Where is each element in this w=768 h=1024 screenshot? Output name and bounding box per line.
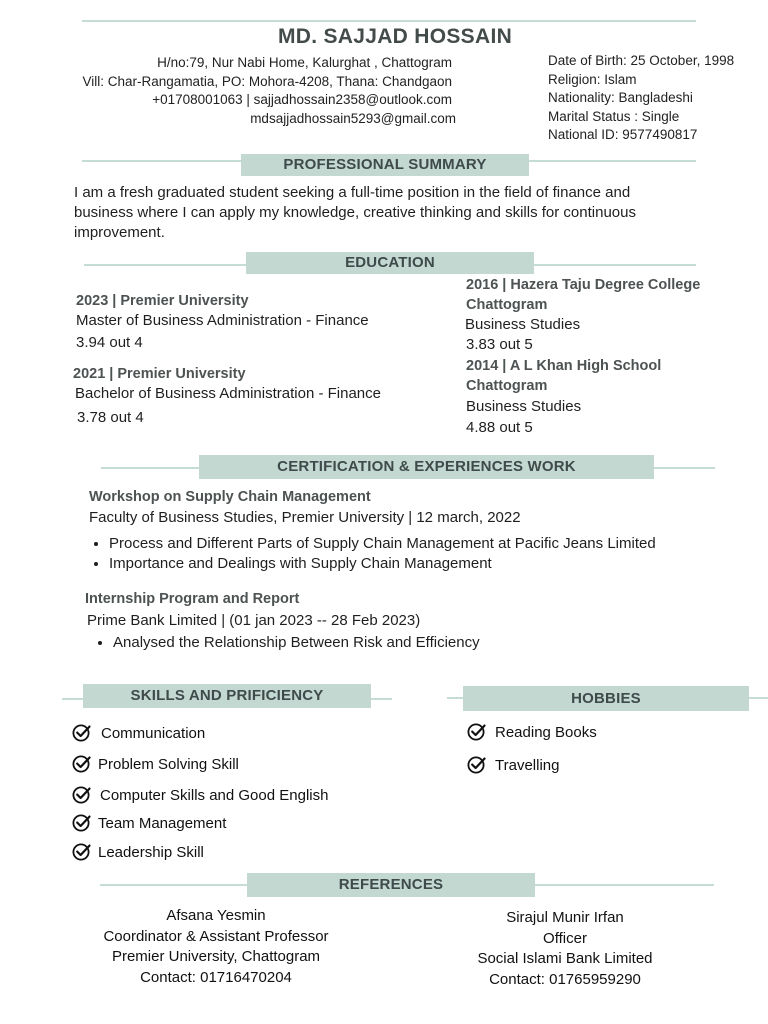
address-block [82, 54, 456, 128]
date-of-birth: Date of Birth: 25 October, 1998 [548, 53, 735, 68]
skill-item [72, 842, 204, 862]
marital-status: Marital Status : Single [548, 108, 680, 124]
email-line: mdsajjadhossain5293@gmail.com [250, 110, 456, 126]
education-heading: 2014 | A L Khan High School Chattogram [466, 358, 662, 394]
education-result: 3.94 out 4 [76, 334, 143, 351]
education-program: Bachelor of Business Administration - Finance [75, 385, 381, 402]
skill-label: Leadership Skill [98, 843, 204, 861]
nationality: Nationality: Bangladeshi [548, 90, 693, 105]
address-line: Vill: Char-Rangamatia, PO: Mohora-4208, Thana: Chandgaon [82, 73, 452, 89]
hobby-label: Reading Books [495, 723, 597, 741]
skill-label: Computer Skills and Good English [100, 786, 329, 804]
skill-label: Team Management [98, 814, 227, 832]
skill-item [72, 785, 328, 805]
reference-title: Officer [543, 929, 587, 947]
reference-org: Premier University, Chattogram [111, 948, 321, 965]
circle-check-icon [72, 813, 92, 833]
education-result: 4.88 out 5 [466, 419, 533, 436]
section-heading-references: REFERENCES [247, 873, 535, 897]
education-heading: 2021 | Premier University [73, 366, 246, 382]
reference-org: Social Islami Bank Limited [477, 950, 653, 967]
education-result: 3.83 out 5 [466, 336, 533, 353]
education-left-2 [73, 364, 433, 428]
circle-check-icon [72, 754, 92, 774]
certification-heading: Workshop on Supply Chain Management [89, 489, 371, 505]
hobby-label: Travelling [495, 756, 560, 774]
skill-item [72, 754, 239, 774]
section-heading-hobbies: HOBBIES [463, 686, 749, 711]
address-line: H/no:79, Nur Nabi Home, Kalurghat , Chattogram [157, 55, 452, 70]
reference-contact: Contact: 01765959290 [489, 970, 641, 988]
skill-label: Communication [101, 724, 206, 742]
circle-check-icon [72, 723, 92, 743]
reference-contact: Contact: 01716470204 [140, 968, 292, 986]
hobby-item [467, 722, 597, 742]
top-rule [82, 20, 696, 22]
bullet-item: • Analysed the Relationship Between Risk and Efficiency [113, 633, 745, 653]
certification-detail: Prime Bank Limited | (01 jan 2023 -- 28 Feb 2023) [87, 612, 421, 629]
reference-name: Afsana Yesmin [166, 907, 266, 924]
education-program: Master of Business Administration - Finance [76, 312, 369, 329]
candidate-name: MD. SAJJAD HOSSAIN [277, 25, 513, 48]
education-program: Business Studies [466, 398, 582, 415]
summary-text: I am a fresh graduated student seeking a full-time position in the field of finance and business where I can apply my knowledge, creative thinking and skills for continuous improvement. [74, 184, 636, 241]
section-heading-skills: SKILLS AND PRIFICIENCY [83, 684, 371, 708]
bullet-item: • Process and Different Parts of Supply Chain Management at Pacific Jeans Limited [109, 534, 749, 554]
reference-name: Sirajul Munir Irfan [506, 909, 624, 926]
skill-label: Problem Solving Skill [98, 755, 239, 773]
certification-heading: Internship Program and Report [85, 591, 300, 607]
contact-line: +01708001063 | sajjadhossain2358@outlook.com [152, 92, 452, 107]
section-heading-education: EDUCATION [246, 252, 534, 274]
reference-2 [415, 908, 715, 990]
skill-item [72, 813, 226, 833]
circle-check-icon [72, 785, 92, 805]
certification-item-1 [89, 487, 749, 574]
section-heading-certification: CERTIFICATION & EXPERIENCES WORK [199, 455, 654, 479]
education-right-1 [466, 275, 736, 355]
education-left-1 [76, 291, 436, 353]
education-program: Business Studies [465, 316, 581, 333]
personal-info-block [548, 52, 734, 145]
education-heading: 2016 | Hazera Taju Degree College Chattogram [466, 277, 701, 313]
national-id: National ID: 9577490817 [548, 127, 698, 142]
skill-item [72, 723, 205, 743]
certification-detail: Faculty of Business Studies, Premier University | 12 march, 2022 [89, 509, 521, 526]
reference-title: Coordinator & Assistant Professor [103, 927, 329, 945]
bullet-item: • Importance and Dealings with Supply Chain Management [109, 554, 749, 574]
circle-check-icon [72, 842, 92, 862]
religion: Religion: Islam [548, 71, 637, 87]
hobby-item [467, 755, 559, 775]
circle-check-icon [467, 722, 487, 742]
reference-1 [66, 906, 366, 988]
education-heading: 2023 | Premier University [76, 293, 249, 309]
circle-check-icon [467, 755, 487, 775]
certification-item-2 [85, 589, 745, 653]
education-result: 3.78 out 4 [77, 409, 144, 426]
education-right-2 [466, 356, 726, 438]
section-heading-summary: PROFESSIONAL SUMMARY [241, 154, 529, 176]
